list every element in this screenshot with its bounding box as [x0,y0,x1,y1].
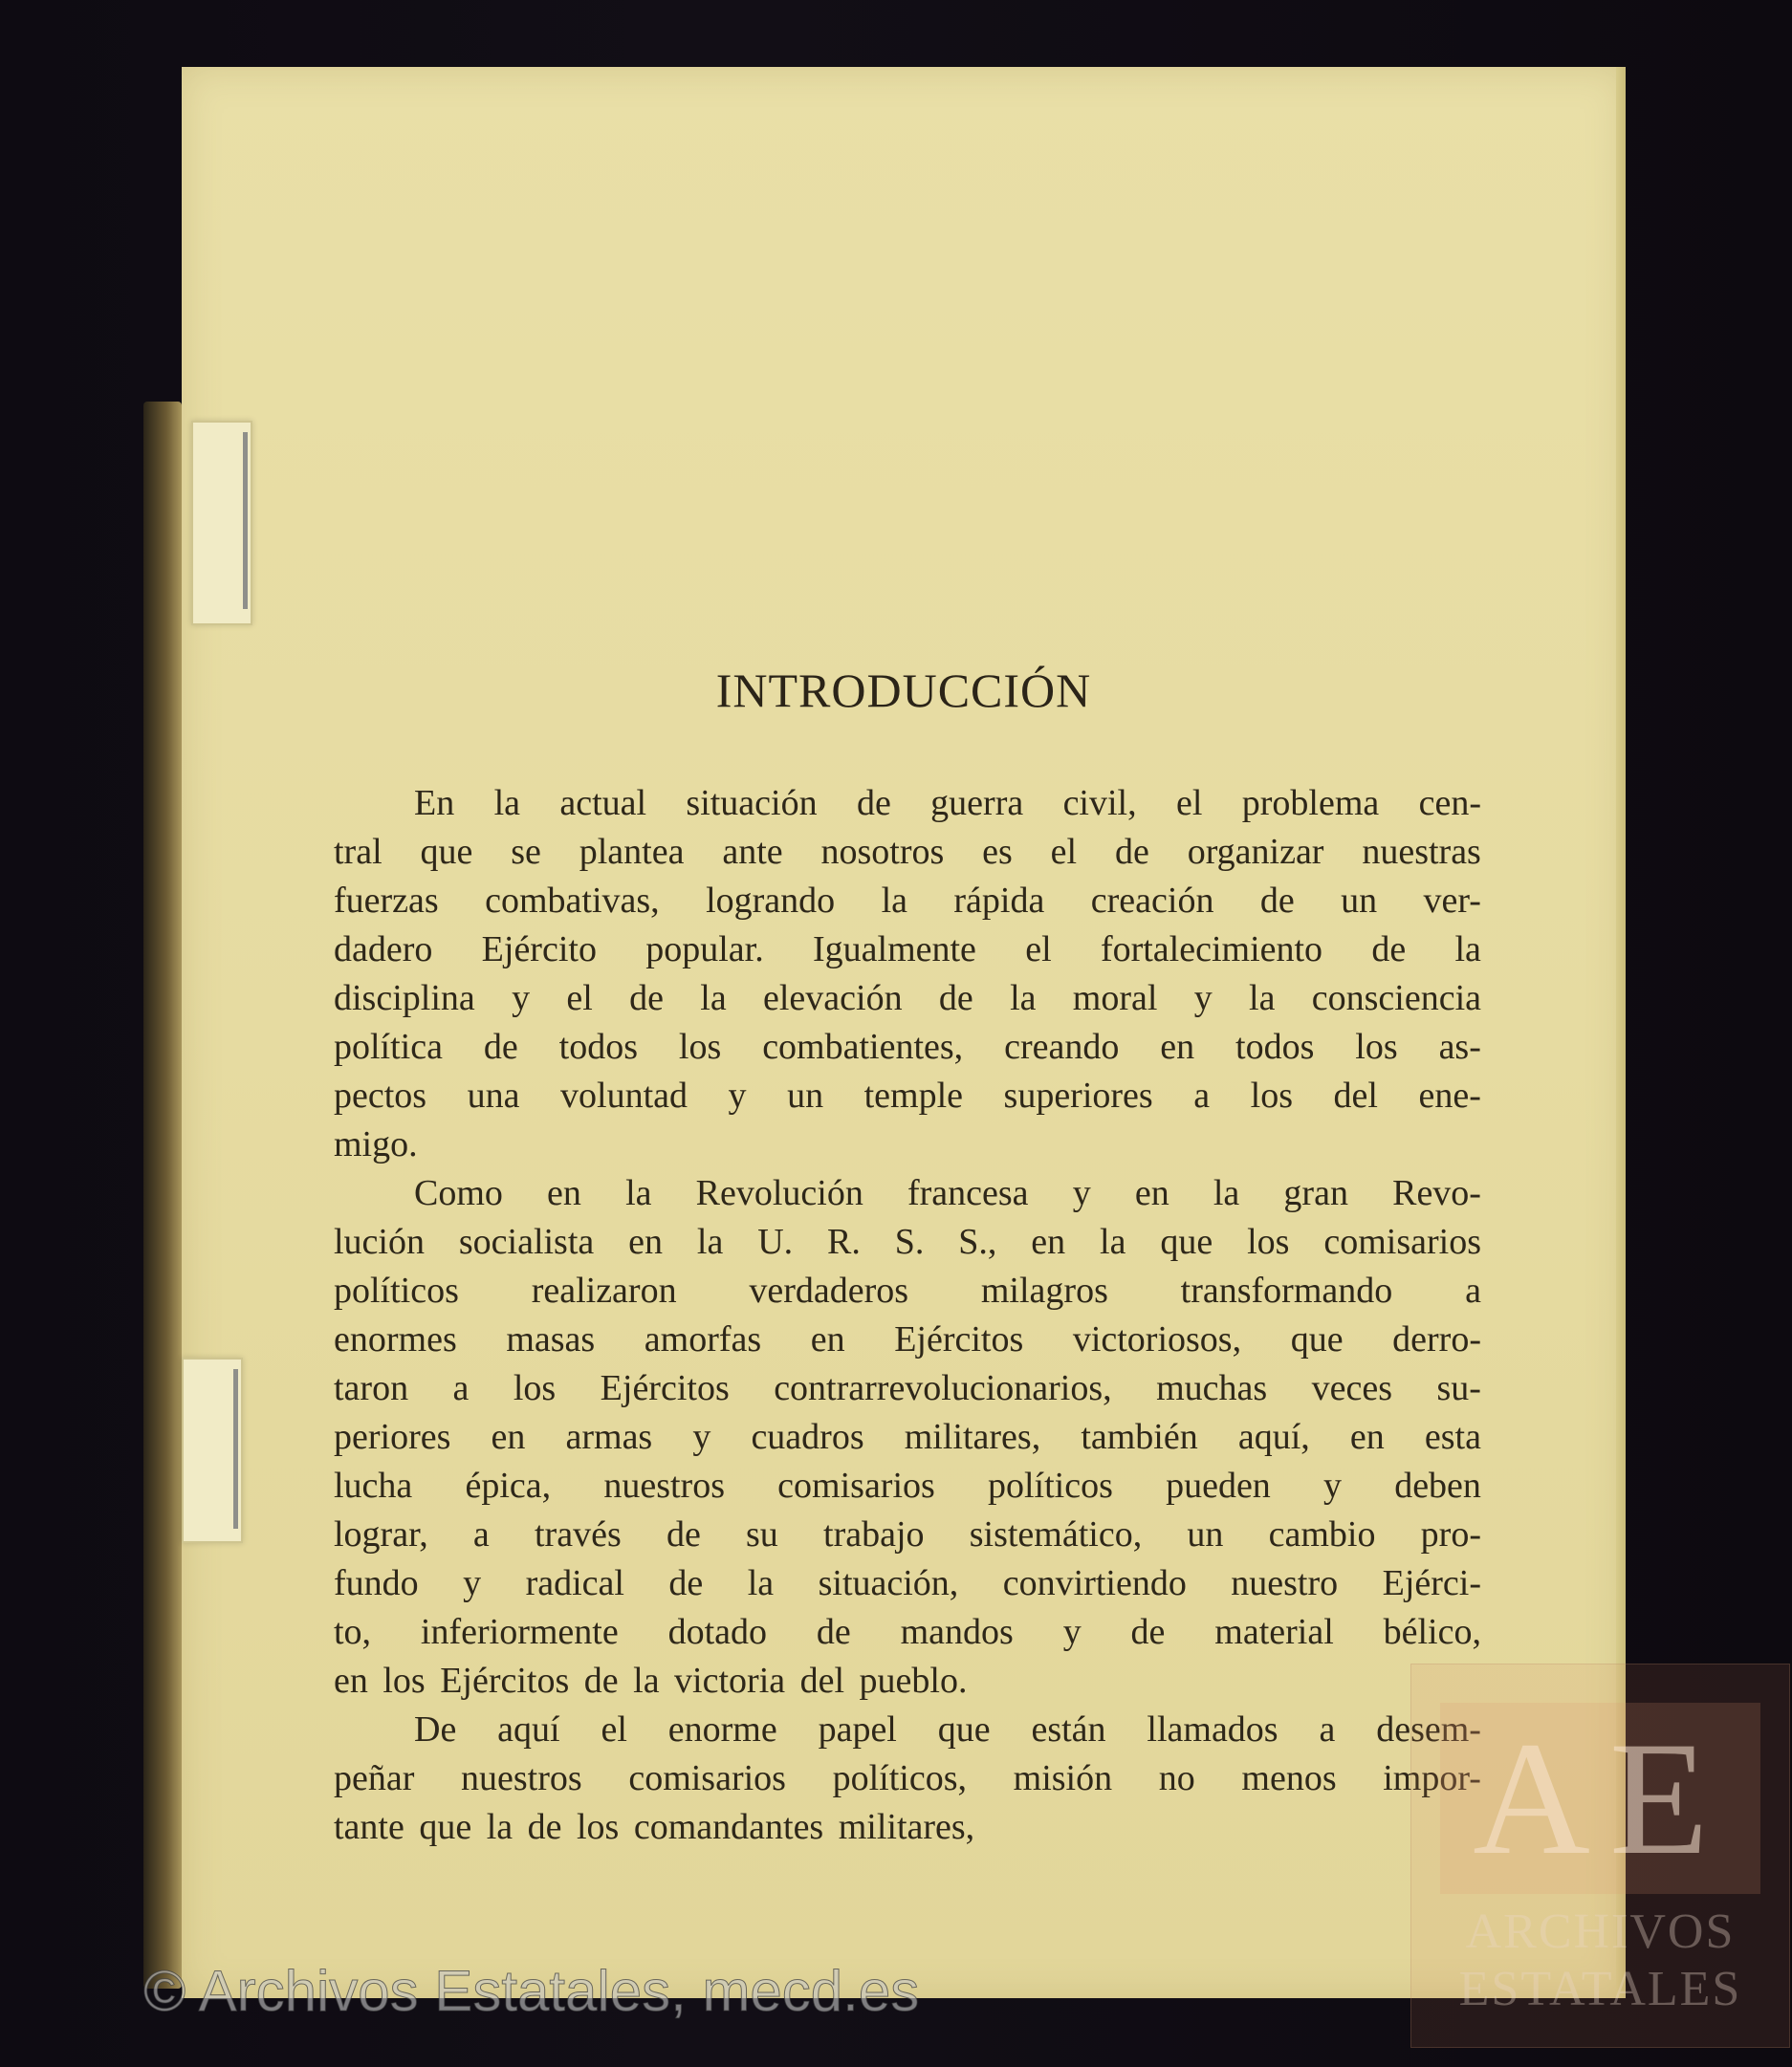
text-line: en los Ejércitos de la victoria del pueblo. [334,1661,968,1701]
text-line: políticos realizaron verdaderos milagros transformando a [334,1271,1481,1311]
staple-wire [233,1369,238,1529]
staple-top [191,421,252,625]
text-line: taron a los Ejércitos contrarrevolucionarios, muchas veces su- [334,1368,1481,1408]
text-line: enormes masas amorfas en Ejércitos victoriosos, que derro- [334,1319,1481,1360]
text-line: tral que se plantea ante nosotros es el de organizar nuestras [334,832,1481,872]
text-line: tante que la de los comandantes militares, [334,1807,975,1847]
text-line: En la actual situación de guerra civil, el problema cen- [414,783,1481,823]
archivos-estatales-logo [1410,1664,1790,2048]
copyright-watermark: © Archivos Estatales, mecd.es [143,1959,920,2023]
text-line: disciplina y el de la elevación de la moral y la consciencia [334,978,1481,1018]
text-line: peñar nuestros comisarios políticos, misión no menos impor- [334,1758,1481,1798]
text-line: lograr, a través de su trabajo sistemático, un cambio pro- [334,1514,1481,1555]
page-title: INTRODUCCIÓN [715,664,1092,717]
text-line: to, inferiormente dotado de mandos y de material bélico, [334,1612,1481,1652]
logo-caption-line1: ARCHIVOS [1465,1904,1736,1959]
text-line: política de todos los combatientes, creando en todos los as- [334,1027,1481,1067]
text-line: migo. [334,1124,418,1164]
body-text [334,779,1481,1852]
logo-letters: AE [1440,1703,1760,1894]
staple-bottom [182,1358,243,1543]
staple-wire [243,432,248,609]
text-line: fuerzas combativas, logrando la rápida creación de un ver- [334,881,1481,921]
text-line: periores en armas y cuadros militares, también aquí, en esta [334,1417,1481,1457]
logo-caption-line2: ESTATALES [1458,1962,1742,2016]
text-line: De aquí el enorme papel que están llamados a desem- [414,1709,1481,1750]
text-line: fundo y radical de la situación, convirtiendo nuestro Ejérci- [334,1563,1481,1603]
text-line: lucha épica, nuestros comisarios políticos pueden y deben [334,1466,1481,1506]
text-line: Como en la Revolución francesa y en la gran Revo- [414,1173,1481,1213]
text-line: pectos una voluntad y un temple superiores a los del ene- [334,1076,1481,1116]
text-line: dadero Ejército popular. Igualmente el fortalecimiento de la [334,929,1481,969]
booklet-spine [143,402,182,1989]
text-line: lución socialista en la U. R. S. S., en la que los comisarios [334,1222,1481,1262]
